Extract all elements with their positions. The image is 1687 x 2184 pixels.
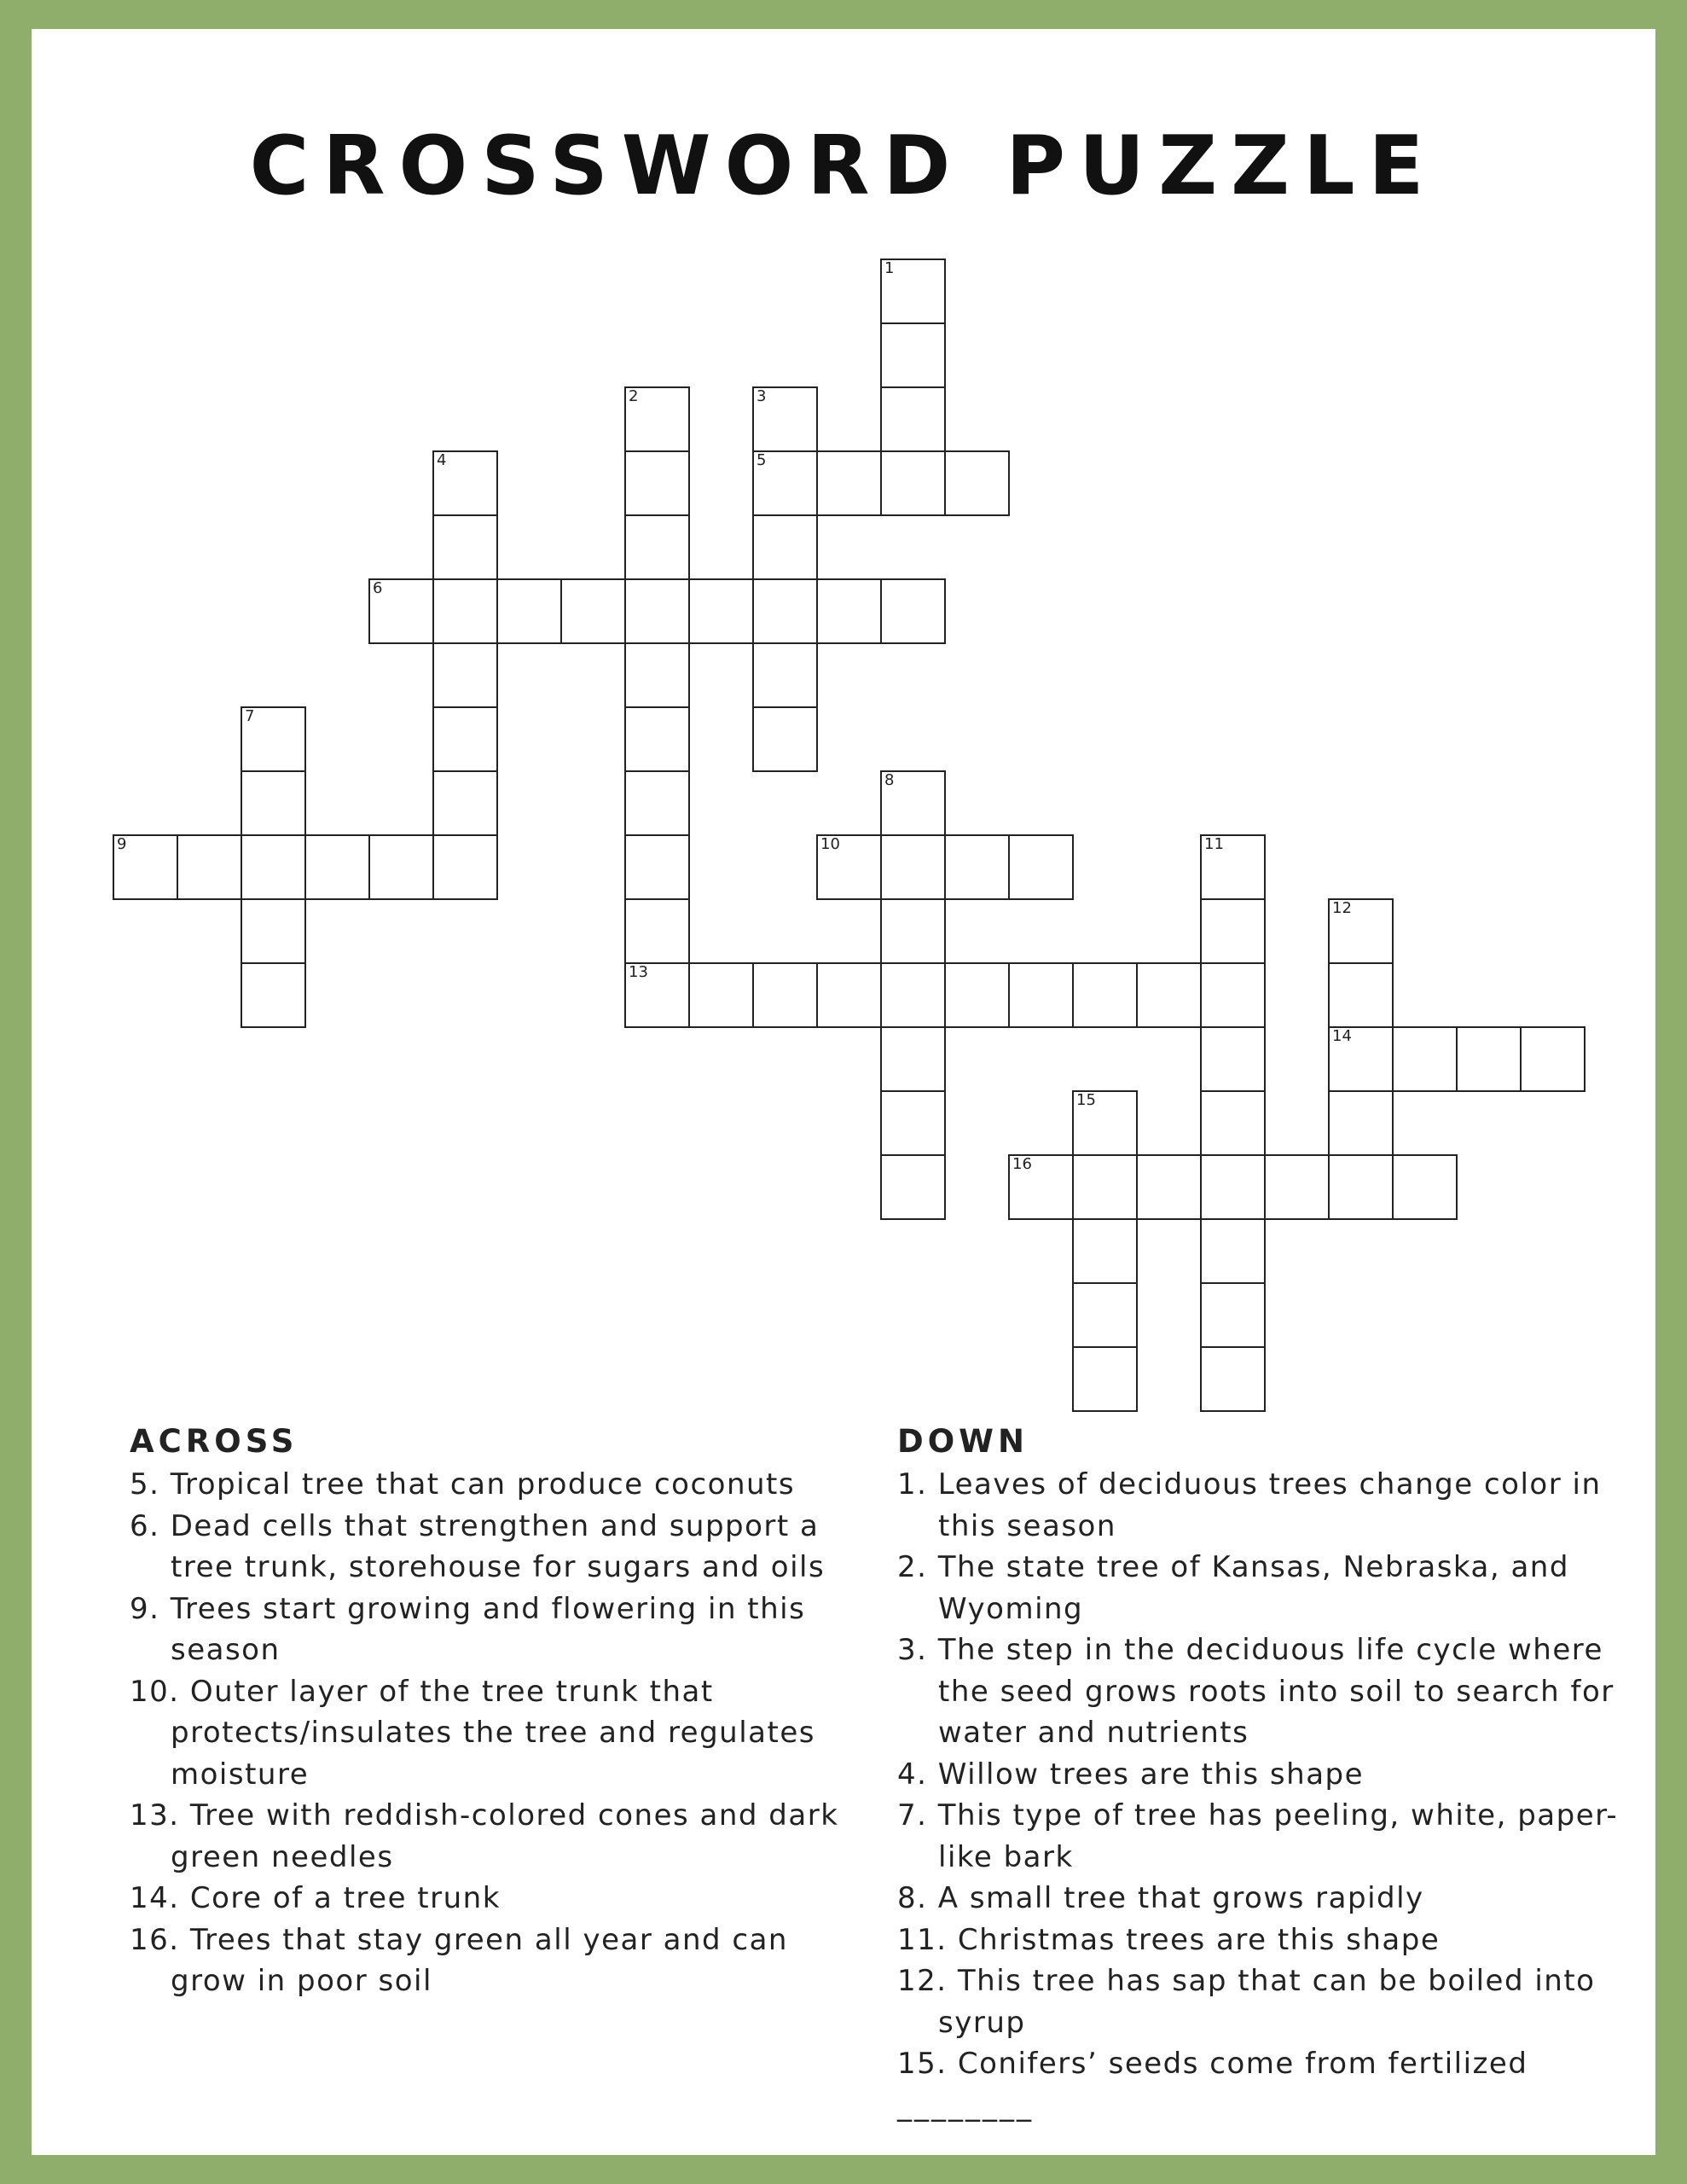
grid-cell[interactable] bbox=[752, 578, 818, 644]
grid-cell[interactable] bbox=[752, 450, 818, 516]
grid-cell[interactable] bbox=[1200, 962, 1266, 1028]
grid-cell[interactable] bbox=[1072, 1218, 1138, 1284]
grid-cell[interactable] bbox=[944, 834, 1010, 900]
grid-cell[interactable] bbox=[624, 706, 690, 772]
grid-cell[interactable] bbox=[624, 962, 690, 1028]
down-heading: DOWN bbox=[897, 1423, 1029, 1460]
across-clue-9: 9. Trees start growing and flowering in this season bbox=[130, 1591, 806, 1667]
grid-cell[interactable] bbox=[1456, 1026, 1522, 1092]
across-clue-16: 16. Trees that stay green all year and can grow in poor soil bbox=[130, 1922, 788, 1998]
clue-number: 3 bbox=[757, 387, 767, 405]
page-title: CROSSWORD PUZZLE bbox=[249, 119, 1438, 213]
across-clue-5: 5. Tropical tree that can produce coconuts bbox=[130, 1467, 796, 1502]
grid-cell[interactable] bbox=[624, 450, 690, 516]
grid-cell[interactable] bbox=[624, 898, 690, 964]
grid-cell[interactable] bbox=[1264, 1154, 1330, 1220]
grid-cell[interactable] bbox=[241, 962, 306, 1028]
down-clue-12: 12. This tree has sap that can be boiled into syrup bbox=[897, 1964, 1596, 2040]
down-clue-3: 3. The step in the deciduous life cycle where the seed grows roots into soil to search for water and nutrients bbox=[897, 1633, 1615, 1750]
grid-cell[interactable] bbox=[880, 898, 946, 964]
grid-cell[interactable] bbox=[880, 578, 946, 644]
grid-cell[interactable] bbox=[1520, 1026, 1586, 1092]
grid-cell[interactable] bbox=[624, 514, 690, 580]
down-clue-11: 11. Christmas trees are this shape bbox=[897, 1922, 1441, 1957]
down-clue-1: 1. Leaves of deciduous trees change color in this season bbox=[897, 1467, 1602, 1543]
grid-cell[interactable] bbox=[624, 642, 690, 708]
grid-cell[interactable] bbox=[1072, 1282, 1138, 1348]
grid-cell[interactable] bbox=[432, 706, 498, 772]
clue-number: 2 bbox=[629, 387, 639, 405]
grid-cell[interactable] bbox=[880, 834, 946, 900]
grid-cell[interactable] bbox=[496, 578, 562, 644]
grid-cell[interactable] bbox=[1072, 1090, 1138, 1156]
grid-cell[interactable] bbox=[1200, 834, 1266, 900]
clue-number: 16 bbox=[1012, 1155, 1032, 1173]
grid-cell[interactable] bbox=[816, 834, 882, 900]
grid-cell[interactable] bbox=[752, 706, 818, 772]
grid-cell[interactable] bbox=[1328, 1154, 1394, 1220]
answer-blank: ________ bbox=[897, 2088, 1034, 2123]
grid-cell[interactable] bbox=[1008, 962, 1074, 1028]
grid-cell[interactable] bbox=[624, 386, 690, 452]
grid-cell[interactable] bbox=[432, 514, 498, 580]
clue-number: 9 bbox=[117, 835, 127, 853]
grid-cell[interactable] bbox=[1008, 1154, 1074, 1220]
grid-cell[interactable] bbox=[368, 834, 434, 900]
across-clue-14: 14. Core of a tree trunk bbox=[130, 1881, 501, 1915]
grid-cell[interactable] bbox=[241, 898, 306, 964]
across-clues bbox=[130, 1423, 863, 2002]
grid-cell[interactable] bbox=[1392, 1026, 1458, 1092]
clue-number: 10 bbox=[820, 835, 840, 853]
grid-cell[interactable] bbox=[1200, 898, 1266, 964]
grid-cell[interactable] bbox=[1200, 1026, 1266, 1092]
grid-cell[interactable] bbox=[624, 834, 690, 900]
grid-cell[interactable] bbox=[432, 450, 498, 516]
grid-cell[interactable] bbox=[368, 578, 434, 644]
clue-number: 12 bbox=[1332, 899, 1352, 917]
grid-cell[interactable] bbox=[560, 578, 626, 644]
grid-cell[interactable] bbox=[624, 578, 690, 644]
grid-cell[interactable] bbox=[816, 450, 882, 516]
grid-cell[interactable] bbox=[880, 962, 946, 1028]
grid-cell[interactable] bbox=[1200, 1154, 1266, 1220]
grid-cell[interactable] bbox=[1328, 962, 1394, 1028]
grid-cell[interactable] bbox=[752, 642, 818, 708]
grid-cell[interactable] bbox=[304, 834, 370, 900]
clue-number: 8 bbox=[884, 771, 895, 789]
down-clue-2: 2. The state tree of Kansas, Nebraska, and Wyoming bbox=[897, 1550, 1569, 1626]
grid-cell[interactable] bbox=[880, 770, 946, 836]
grid-cell[interactable] bbox=[944, 962, 1010, 1028]
across-clue-10: 10. Outer layer of the tree trunk that protects/insulates the tree and regulates moisture bbox=[130, 1674, 815, 1792]
down-clue-15 bbox=[897, 2043, 1631, 2126]
clue-number: 1 bbox=[884, 259, 895, 277]
down-clue-8: 8. A small tree that grows rapidly bbox=[897, 1881, 1424, 1915]
grid-cell[interactable] bbox=[880, 1154, 946, 1220]
grid-cell[interactable] bbox=[816, 578, 882, 644]
down-clue-15-text: 15. Conifers’ seeds come from fertilized bbox=[897, 2047, 1528, 2081]
grid-cell[interactable] bbox=[1072, 1346, 1138, 1412]
clue-number: 13 bbox=[629, 963, 648, 981]
grid-cell[interactable] bbox=[241, 770, 306, 836]
grid-cell[interactable] bbox=[432, 578, 498, 644]
grid-cell[interactable] bbox=[113, 834, 178, 900]
clue-number: 14 bbox=[1332, 1027, 1352, 1045]
grid-cell[interactable] bbox=[1392, 1154, 1458, 1220]
grid-cell[interactable] bbox=[1008, 834, 1074, 900]
grid-cell[interactable] bbox=[1200, 1282, 1266, 1348]
grid-cell[interactable] bbox=[432, 642, 498, 708]
grid-cell[interactable] bbox=[752, 386, 818, 452]
grid-cell[interactable] bbox=[1072, 962, 1138, 1028]
grid-cell[interactable] bbox=[624, 770, 690, 836]
grid-cell[interactable] bbox=[432, 834, 498, 900]
grid-cell[interactable] bbox=[880, 258, 946, 324]
grid-cell[interactable] bbox=[241, 706, 306, 772]
grid-cell[interactable] bbox=[688, 578, 754, 644]
down-clues bbox=[897, 1423, 1631, 2126]
across-heading: ACROSS bbox=[130, 1423, 299, 1460]
grid-cell[interactable] bbox=[1328, 1026, 1394, 1092]
grid-cell[interactable] bbox=[1136, 962, 1202, 1028]
grid-cell[interactable] bbox=[177, 834, 242, 900]
grid-cell[interactable] bbox=[944, 450, 1010, 516]
grid-cell[interactable] bbox=[880, 1026, 946, 1092]
grid-cell[interactable] bbox=[1200, 1346, 1266, 1412]
grid-cell[interactable] bbox=[752, 962, 818, 1028]
clue-number: 11 bbox=[1204, 835, 1224, 853]
grid-cell[interactable] bbox=[1072, 1154, 1138, 1220]
grid-cell[interactable] bbox=[880, 322, 946, 388]
clue-number: 5 bbox=[757, 451, 767, 469]
grid-cell[interactable] bbox=[688, 962, 754, 1028]
clue-number: 15 bbox=[1076, 1091, 1096, 1109]
clue-number: 6 bbox=[373, 579, 383, 597]
across-clue-13: 13. Tree with reddish-colored cones and dark green needles bbox=[130, 1798, 839, 1874]
grid-cell[interactable] bbox=[1200, 1090, 1266, 1156]
clue-number: 4 bbox=[437, 451, 447, 469]
grid-cell[interactable] bbox=[432, 770, 498, 836]
down-clue-4: 4. Willow trees are this shape bbox=[897, 1757, 1365, 1792]
grid-cell[interactable] bbox=[1328, 1090, 1394, 1156]
grid-cell[interactable] bbox=[880, 386, 946, 452]
clue-number: 7 bbox=[245, 707, 255, 725]
grid-cell[interactable] bbox=[1136, 1154, 1202, 1220]
grid-cell[interactable] bbox=[880, 450, 946, 516]
grid-cell[interactable] bbox=[1328, 898, 1394, 964]
grid-cell[interactable] bbox=[241, 834, 306, 900]
grid-cell[interactable] bbox=[880, 1090, 946, 1156]
grid-cell[interactable] bbox=[752, 514, 818, 580]
across-clue-6: 6. Dead cells that strengthen and support a tree trunk, storehouse for sugars and oils bbox=[130, 1508, 826, 1584]
grid-cell[interactable] bbox=[816, 962, 882, 1028]
grid-cell[interactable] bbox=[1200, 1218, 1266, 1284]
down-clue-7: 7. This type of tree has peeling, white, paper-like bark bbox=[897, 1798, 1619, 1874]
